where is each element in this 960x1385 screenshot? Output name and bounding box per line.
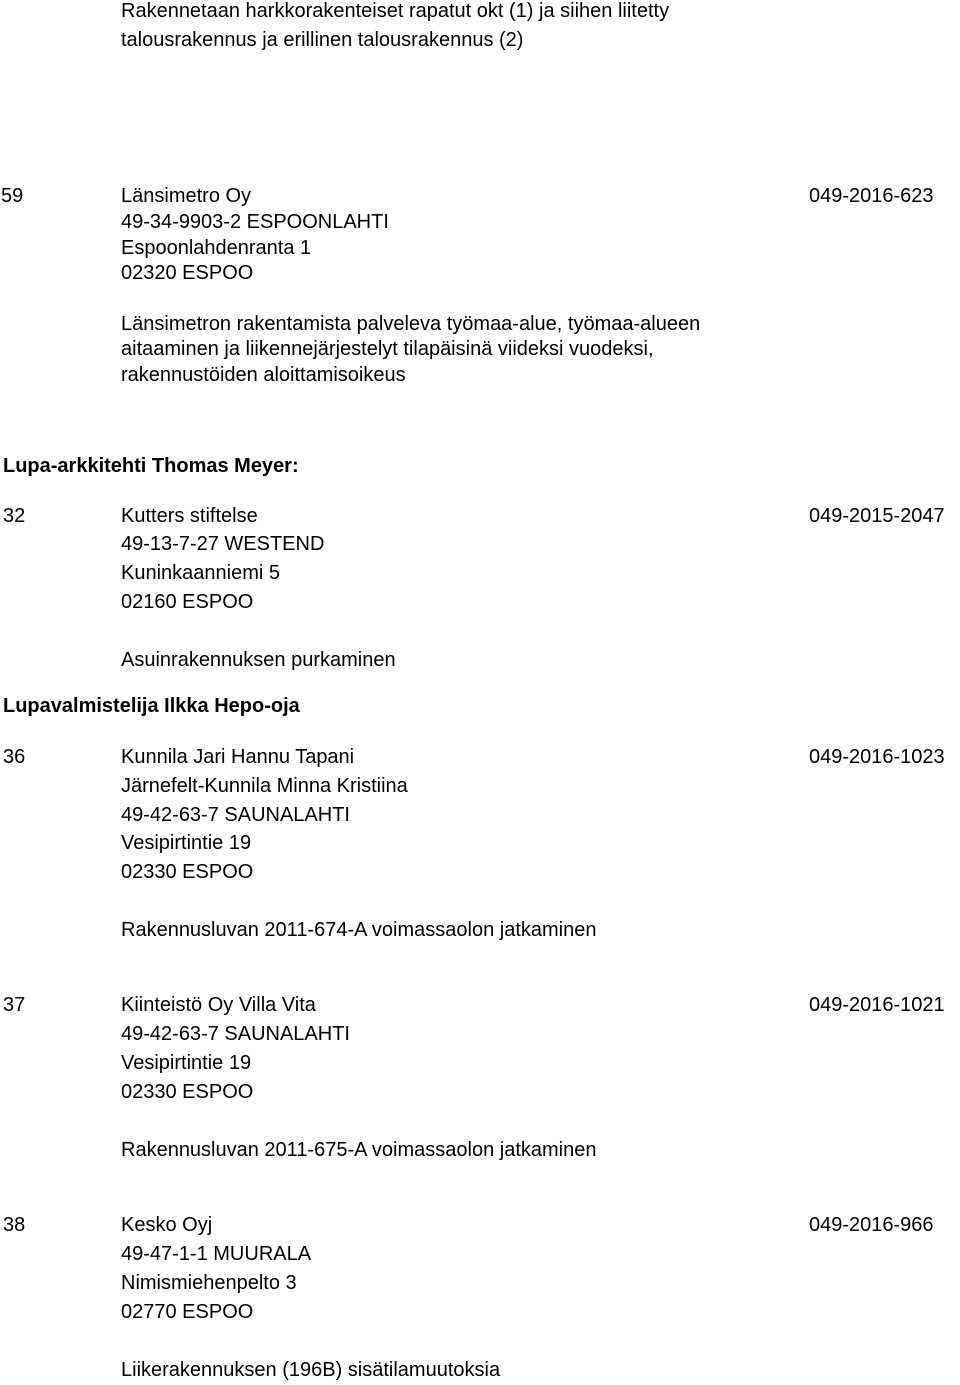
entry-description: Asuinrakennuksen purkaminen xyxy=(121,649,396,671)
entry-case-id: 049-2016-1021 xyxy=(809,994,945,1016)
entry-description: Liikerakennuksen (196B) sisätilamuutoksia xyxy=(121,1359,501,1381)
entry-postal: 02320 ESPOO xyxy=(121,262,254,284)
entry-description: Rakennusluvan 2011-675-A voimassaolon jatkaminen xyxy=(121,1139,597,1161)
entry-property: 49-42-63-7 SAUNALAHTI xyxy=(121,1023,350,1045)
entry-postal: 02330 ESPOO xyxy=(121,861,254,883)
entry-case-id: 049-2016-623 xyxy=(809,185,934,207)
entry-number: 38 xyxy=(3,1214,26,1236)
entry-street: Espoonlahdenranta 1 xyxy=(121,237,312,259)
entry-applicant: Kiinteistö Oy Villa Vita xyxy=(121,994,316,1016)
entry-number: 32 xyxy=(3,505,26,527)
entry-postal: 02160 ESPOO xyxy=(121,591,254,613)
entry-applicant: Kesko Oyj xyxy=(121,1214,213,1236)
entry-postal: 02330 ESPOO xyxy=(121,1081,254,1103)
entry-property: 49-13-7-27 WESTEND xyxy=(121,533,325,555)
entry-property: 49-42-63-7 SAUNALAHTI xyxy=(121,804,350,826)
entry-description: Länsimetron rakentamista palveleva työmaa-alue, työmaa-alueen xyxy=(121,313,701,335)
intro-line-2: talousrakennus ja erillinen talousrakennus (2) xyxy=(121,29,524,51)
entry-description: aitaaminen ja liikennejärjestelyt tilapäisinä viideksi vuodeksi, xyxy=(121,338,654,360)
entry-street: Kuninkaanniemi 5 xyxy=(121,562,280,584)
entry-applicant: Kutters stiftelse xyxy=(121,505,258,527)
section-heading-preparer: Lupavalmistelija Ilkka Hepo-oja xyxy=(3,695,300,717)
entry-property: 49-34-9903-2 ESPOONLAHTI xyxy=(121,211,389,233)
entry-description: rakennustöiden aloittamisoikeus xyxy=(121,364,406,386)
entry-applicant-2: Järnefelt-Kunnila Minna Kristiina xyxy=(121,775,408,797)
entry-case-id: 049-2016-966 xyxy=(809,1214,934,1236)
entry-case-id: 049-2015-2047 xyxy=(809,505,945,527)
entry-street: Vesipirtintie 19 xyxy=(121,832,252,854)
entry-number: 37 xyxy=(3,994,26,1016)
entry-street: Vesipirtintie 19 xyxy=(121,1052,252,1074)
entry-postal: 02770 ESPOO xyxy=(121,1301,254,1323)
entry-number: 59 xyxy=(1,185,24,207)
entry-applicant: Länsimetro Oy xyxy=(121,185,252,207)
entry-property: 49-47-1-1 MUURALA xyxy=(121,1243,312,1265)
entry-description: Rakennusluvan 2011-674-A voimassaolon jatkaminen xyxy=(121,919,597,941)
entry-number: 36 xyxy=(3,746,26,768)
entry-case-id: 049-2016-1023 xyxy=(809,746,945,768)
entry-street: Nimismiehenpelto 3 xyxy=(121,1272,297,1294)
intro-line-1: Rakennetaan harkkorakenteiset rapatut okt (1) ja siihen liitetty xyxy=(121,0,670,22)
entry-applicant: Kunnila Jari Hannu Tapani xyxy=(121,746,355,768)
section-heading-architect: Lupa-arkkitehti Thomas Meyer: xyxy=(3,455,299,477)
